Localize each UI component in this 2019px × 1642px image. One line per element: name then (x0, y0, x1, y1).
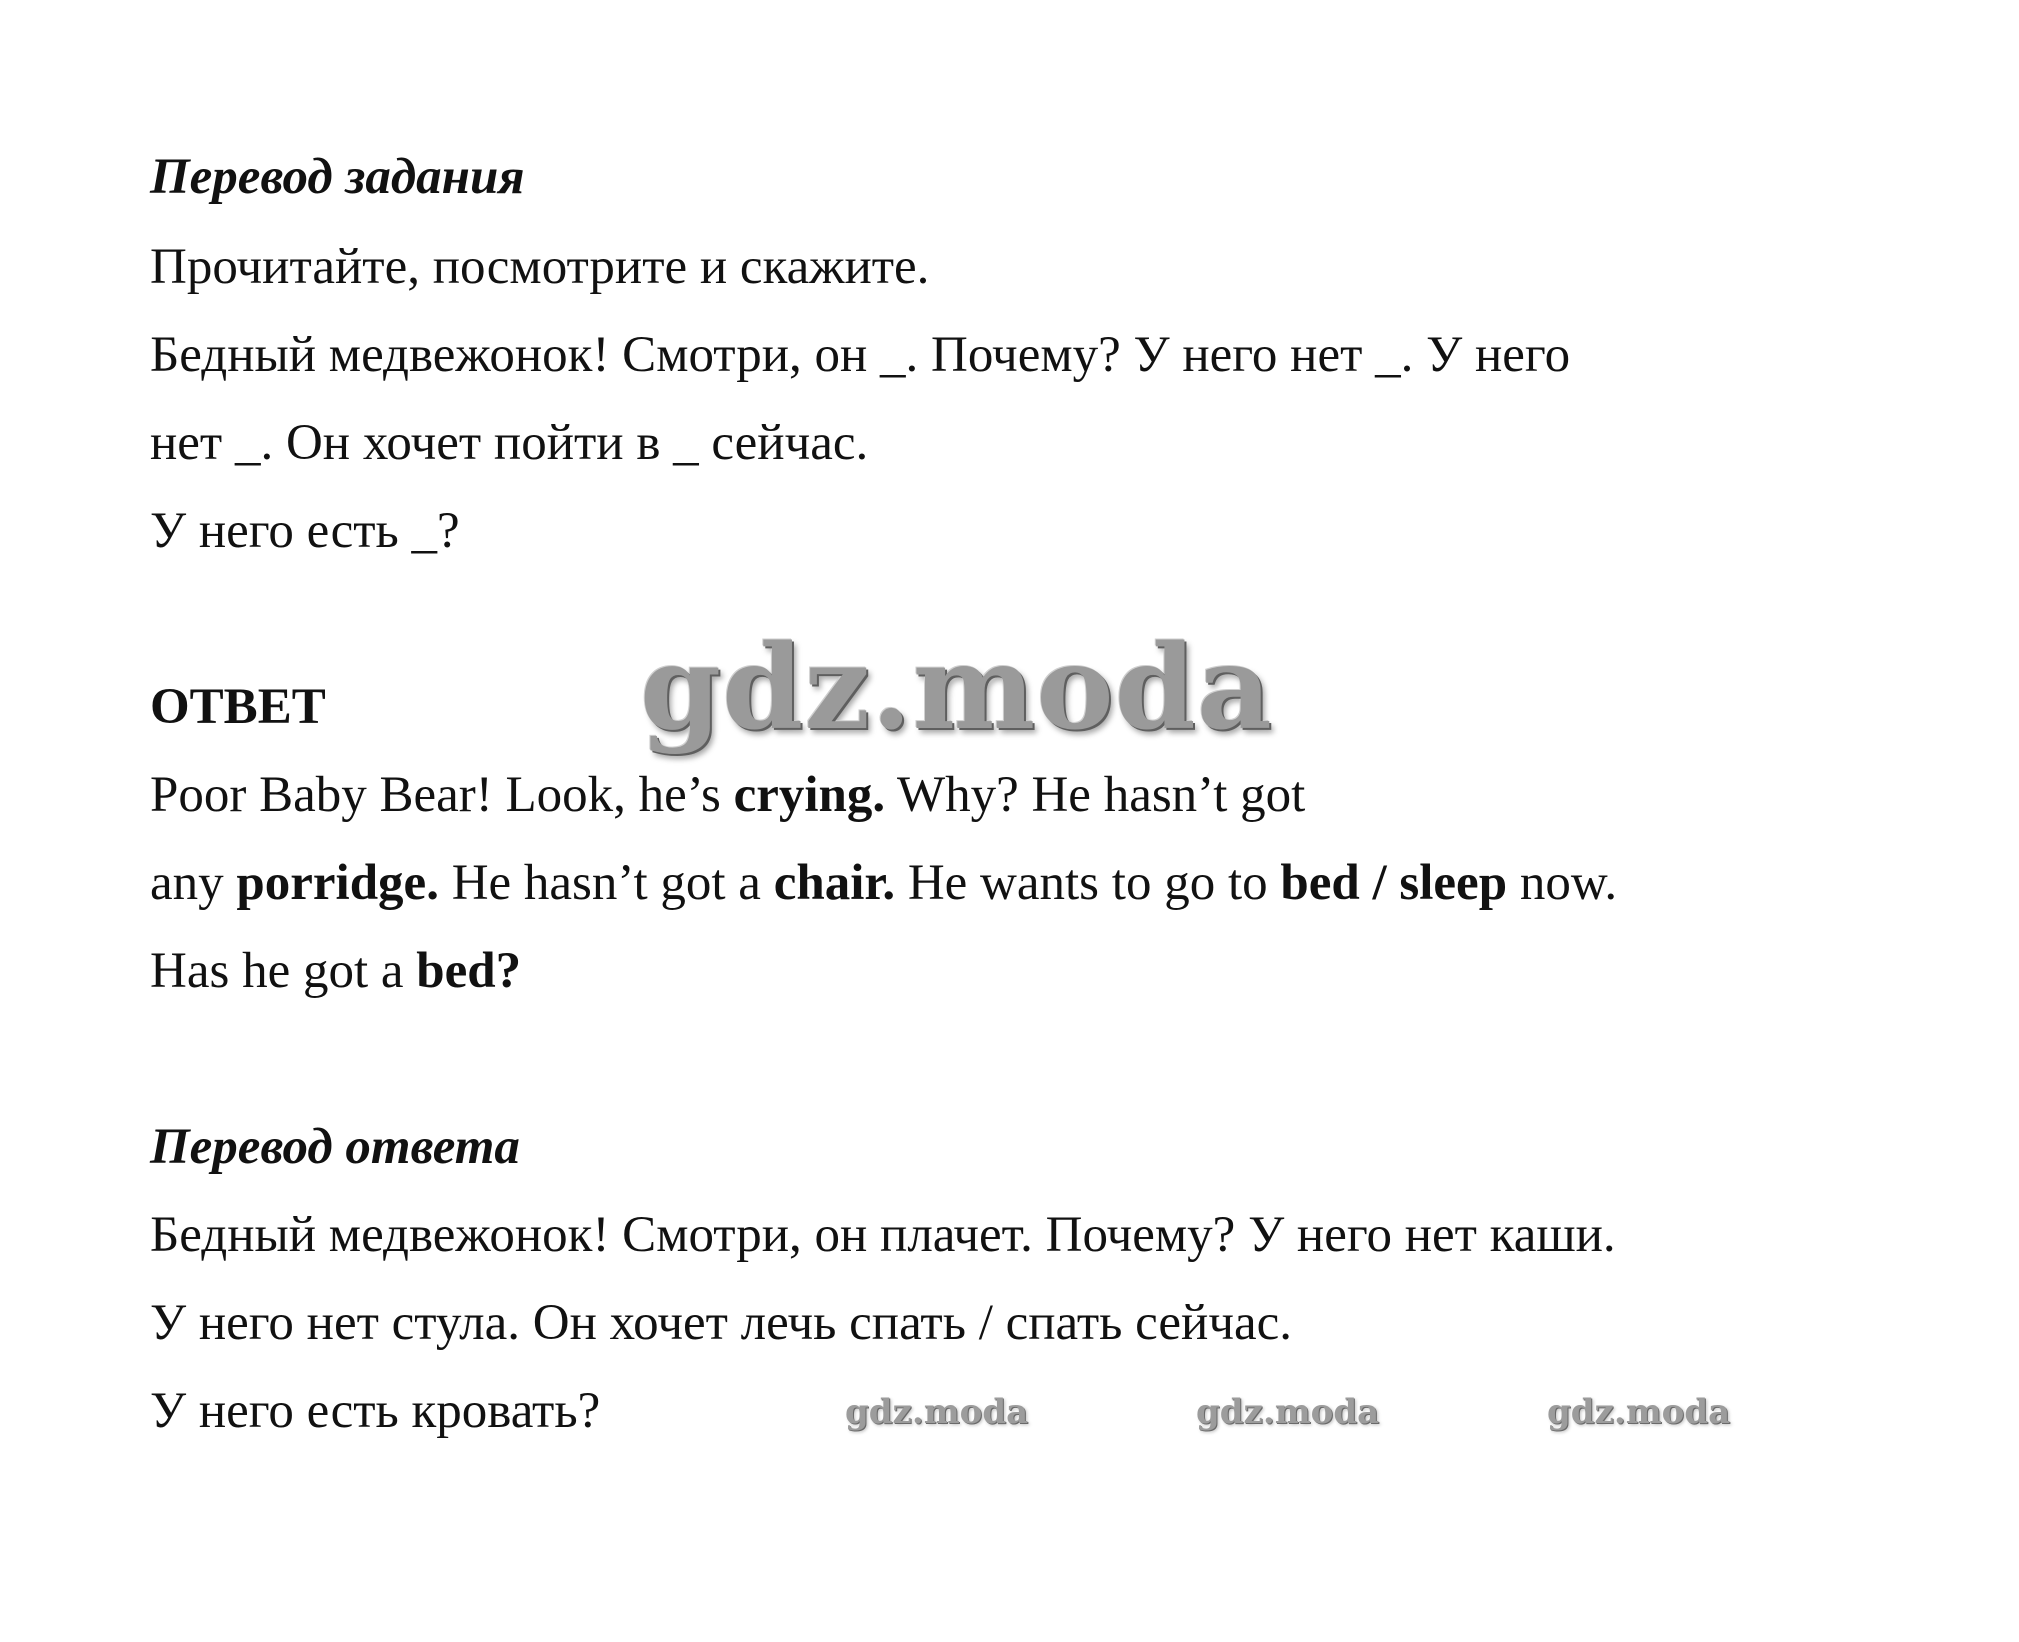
answer-line-1 (150, 767, 1306, 823)
answer-translation-line-2: У него нет стула. Он хочет лечь спать / спать сейчас. (150, 1295, 1293, 1351)
answer-line-2-text-4: now. (1507, 855, 1618, 911)
answer-line-2-text-3: He wants to go to (895, 855, 1281, 911)
answer-translation-heading: Перевод ответа (150, 1119, 520, 1175)
answer-line-2-bold-1: porridge. (236, 855, 439, 911)
answer-line-2-text-1: any (150, 855, 237, 911)
answer-line-3-text-1: Has he got a (150, 943, 417, 999)
answer-line-2-bold-3: bed / sleep (1280, 855, 1508, 911)
answer-heading: ОТВЕТ (150, 679, 326, 735)
answer-line-1-bold-1: crying. (733, 767, 886, 823)
answer-translation-line-1: Бедный медвежонок! Смотри, он плачет. Почему? У него нет каши. (150, 1207, 1616, 1263)
task-line-1: Прочитайте, посмотрите и скажите. (150, 239, 930, 295)
watermark-small-3: gdz.moda (1547, 1392, 1731, 1432)
answer-line-2 (150, 855, 1618, 911)
answer-line-2-text-2: He hasn’t got a (438, 855, 774, 911)
answer-line-3-bold-1: bed? (416, 943, 522, 999)
answer-line-3 (150, 943, 522, 999)
task-line-3: нет _. Он хочет пойти в _ сейчас. (150, 415, 869, 471)
task-line-2: Бедный медвежонок! Смотри, он _. Почему? У него нет _. У него (150, 327, 1571, 383)
task-line-4: У него есть _? (150, 503, 460, 559)
answer-line-2-bold-2: chair. (773, 855, 896, 911)
watermark-small-1: gdz.moda (845, 1392, 1029, 1432)
task-translation-heading: Перевод задания (150, 149, 525, 205)
watermark-small-2: gdz.moda (1196, 1392, 1380, 1432)
answer-line-1-text-1: Poor Baby Bear! Look, he’s (150, 767, 734, 823)
answer-translation-line-3: У него есть кровать? (150, 1383, 601, 1439)
answer-line-1-text-2: Why? He hasn’t got (885, 767, 1306, 823)
watermark-main: gdz.moda (640, 620, 1273, 756)
